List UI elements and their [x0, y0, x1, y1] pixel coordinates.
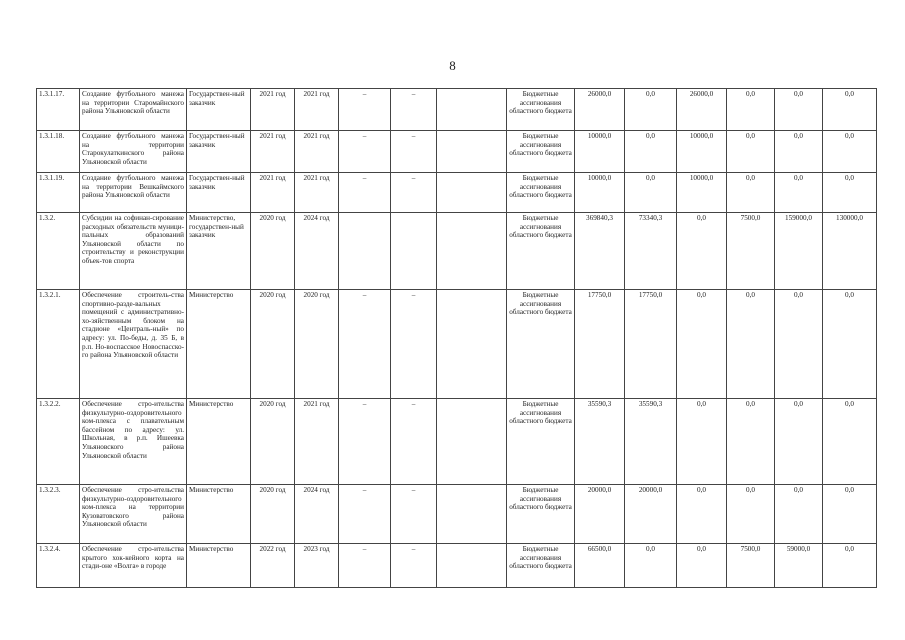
row-value-2020: 17750,0	[625, 290, 677, 399]
row-end-year: 2023 год	[295, 544, 339, 588]
row-funding-source: Бюджетные ассигнования областного бюджета	[507, 290, 575, 399]
row-empty-cell	[437, 213, 507, 290]
row-value-2024: 0,0	[823, 173, 877, 213]
row-value-2023: 59000,0	[775, 544, 823, 588]
row-funding-source: Бюджетные ассигнования областного бюджета	[507, 173, 575, 213]
row-indicator-value: –	[391, 485, 437, 544]
row-name: Создание футбольного манежа на территории Старомайнского района Ульяновской области	[80, 89, 187, 131]
row-start-year: 2021 год	[251, 89, 295, 131]
table-row	[37, 399, 877, 485]
row-executor: Министерство	[187, 399, 251, 485]
row-funding-source: Бюджетные ассигнования областного бюджета	[507, 399, 575, 485]
row-empty-cell	[437, 485, 507, 544]
row-value-2024: 0,0	[823, 399, 877, 485]
row-name: Обеспечение стро-ительства физкультурно-оздоровительного ком-плекса на территории Кузоватовского района Ульяновской области	[80, 485, 187, 544]
row-empty-cell	[437, 173, 507, 213]
table-row	[37, 544, 877, 588]
table-body	[37, 89, 877, 588]
row-indicator: –	[339, 290, 391, 399]
row-value-2021: 0,0	[677, 399, 727, 485]
row-value-2022: 0,0	[727, 399, 775, 485]
row-value-2023: 0,0	[775, 131, 823, 173]
row-value-2022: 0,0	[727, 173, 775, 213]
row-value-2021: 10000,0	[677, 131, 727, 173]
row-executor: Министерство, государствен-ный заказчик	[187, 213, 251, 290]
row-end-year: 2024 год	[295, 485, 339, 544]
row-end-year: 2024 год	[295, 213, 339, 290]
row-funding-source: Бюджетные ассигнования областного бюджета	[507, 213, 575, 290]
row-value-2021: 0,0	[677, 213, 727, 290]
row-end-year: 2021 год	[295, 173, 339, 213]
row-total: 10000,0	[575, 173, 625, 213]
row-total: 20000,0	[575, 485, 625, 544]
row-number: 1.3.2.3.	[37, 485, 80, 544]
row-value-2020: 0,0	[625, 544, 677, 588]
row-value-2024: 0,0	[823, 544, 877, 588]
row-value-2021: 0,0	[677, 544, 727, 588]
row-value-2024: 0,0	[823, 485, 877, 544]
row-start-year: 2020 год	[251, 485, 295, 544]
row-value-2023: 0,0	[775, 89, 823, 131]
row-value-2022: 7500,0	[727, 544, 775, 588]
row-start-year: 2022 год	[251, 544, 295, 588]
row-funding-source: Бюджетные ассигнования областного бюджета	[507, 485, 575, 544]
row-value-2023: 0,0	[775, 290, 823, 399]
row-number: 1.3.2.2.	[37, 399, 80, 485]
row-indicator: –	[339, 544, 391, 588]
row-value-2022: 0,0	[727, 89, 775, 131]
row-name: Обеспечение стро-ительства физкультурно-оздоровительного ком-плекса с плавательным бассейном по адресу: ул. Школьная, в р.п. Ишеевка Ульяновского района Ульяновской области	[80, 399, 187, 485]
row-number: 1.3.1.18.	[37, 131, 80, 173]
row-name: Субсидии на софинан-сирование расходных обязательств муници-пальных образований Ульяновской области по строительству и реконструкции объек-тов спорта	[80, 213, 187, 290]
row-value-2021: 0,0	[677, 485, 727, 544]
table-row	[37, 173, 877, 213]
row-indicator	[339, 213, 391, 290]
row-value-2022: 7500,0	[727, 213, 775, 290]
table-row	[37, 131, 877, 173]
row-executor: Государствен-ный заказчик	[187, 131, 251, 173]
row-total: 66500,0	[575, 544, 625, 588]
row-value-2020: 0,0	[625, 131, 677, 173]
row-indicator: –	[339, 399, 391, 485]
row-value-2020: 0,0	[625, 173, 677, 213]
row-end-year: 2021 год	[295, 131, 339, 173]
row-value-2024: 0,0	[823, 131, 877, 173]
row-name: Обеспечение строитель-ства спортивно-разде-вальных помещений с административно-хо-зяйственным блоком на стадионе «Централь-ный» по адресу: ул. По-беды, д. 35 Б, в р.п. Но-воспасское Новоспасско-го района Ульяновской области	[80, 290, 187, 399]
row-number: 1.3.2.	[37, 213, 80, 290]
row-funding-source: Бюджетные ассигнования областного бюджета	[507, 131, 575, 173]
row-indicator-value: –	[391, 131, 437, 173]
row-executor: Министерство	[187, 544, 251, 588]
row-funding-source: Бюджетные ассигнования областного бюджета	[507, 544, 575, 588]
row-value-2023: 0,0	[775, 173, 823, 213]
row-start-year: 2020 год	[251, 290, 295, 399]
row-value-2020: 73340,3	[625, 213, 677, 290]
page-number: 8	[449, 58, 456, 73]
row-value-2024: 0,0	[823, 89, 877, 131]
row-empty-cell	[437, 399, 507, 485]
row-indicator-value: –	[391, 290, 437, 399]
row-indicator-value: –	[391, 173, 437, 213]
row-empty-cell	[437, 544, 507, 588]
row-indicator-value: –	[391, 544, 437, 588]
row-indicator: –	[339, 173, 391, 213]
row-start-year: 2020 год	[251, 399, 295, 485]
table-row	[37, 213, 877, 290]
row-value-2022: 0,0	[727, 290, 775, 399]
row-value-2023: 0,0	[775, 399, 823, 485]
row-number: 1.3.2.1.	[37, 290, 80, 399]
row-value-2020: 0,0	[625, 89, 677, 131]
row-total: 10000,0	[575, 131, 625, 173]
row-name: Обеспечение стро-ительства крытого хок-кейного корта на стади-оне «Волга» в городе	[80, 544, 187, 588]
row-value-2021: 26000,0	[677, 89, 727, 131]
row-empty-cell	[437, 89, 507, 131]
row-value-2021: 0,0	[677, 290, 727, 399]
row-value-2024: 0,0	[823, 290, 877, 399]
row-executor: Министерство	[187, 290, 251, 399]
row-indicator: –	[339, 485, 391, 544]
row-start-year: 2021 год	[251, 131, 295, 173]
row-value-2023: 0,0	[775, 485, 823, 544]
row-total: 26000,0	[575, 89, 625, 131]
row-empty-cell	[437, 131, 507, 173]
row-total: 369840,3	[575, 213, 625, 290]
row-number: 1.3.1.19.	[37, 173, 80, 213]
row-value-2024: 130000,0	[823, 213, 877, 290]
table-row	[37, 485, 877, 544]
row-start-year: 2021 год	[251, 173, 295, 213]
row-indicator-value: –	[391, 399, 437, 485]
row-executor: Министерство	[187, 485, 251, 544]
row-value-2022: 0,0	[727, 131, 775, 173]
row-name: Создание футбольного манежа на территории Старокулаткинского района Ульяновской области	[80, 131, 187, 173]
row-indicator: –	[339, 89, 391, 131]
row-number: 1.3.2.4.	[37, 544, 80, 588]
row-funding-source: Бюджетные ассигнования областного бюджета	[507, 89, 575, 131]
row-end-year: 2020 год	[295, 290, 339, 399]
row-executor: Государствен-ный заказчик	[187, 89, 251, 131]
row-value-2022: 0,0	[727, 485, 775, 544]
row-indicator: –	[339, 131, 391, 173]
program-table	[36, 88, 877, 588]
row-number: 1.3.1.17.	[37, 89, 80, 131]
row-total: 17750,0	[575, 290, 625, 399]
row-end-year: 2021 год	[295, 89, 339, 131]
row-empty-cell	[437, 290, 507, 399]
row-name: Создание футбольного манежа на территории Вешкаймского района Ульяновской области	[80, 173, 187, 213]
row-value-2023: 159000,0	[775, 213, 823, 290]
row-value-2021: 10000,0	[677, 173, 727, 213]
table-row	[37, 89, 877, 131]
row-indicator-value: –	[391, 89, 437, 131]
row-indicator-value	[391, 213, 437, 290]
table-row	[37, 290, 877, 399]
row-start-year: 2020 год	[251, 213, 295, 290]
row-value-2020: 35590,3	[625, 399, 677, 485]
row-executor: Государствен-ный заказчик	[187, 173, 251, 213]
row-total: 35590,3	[575, 399, 625, 485]
row-end-year: 2021 год	[295, 399, 339, 485]
row-value-2020: 20000,0	[625, 485, 677, 544]
